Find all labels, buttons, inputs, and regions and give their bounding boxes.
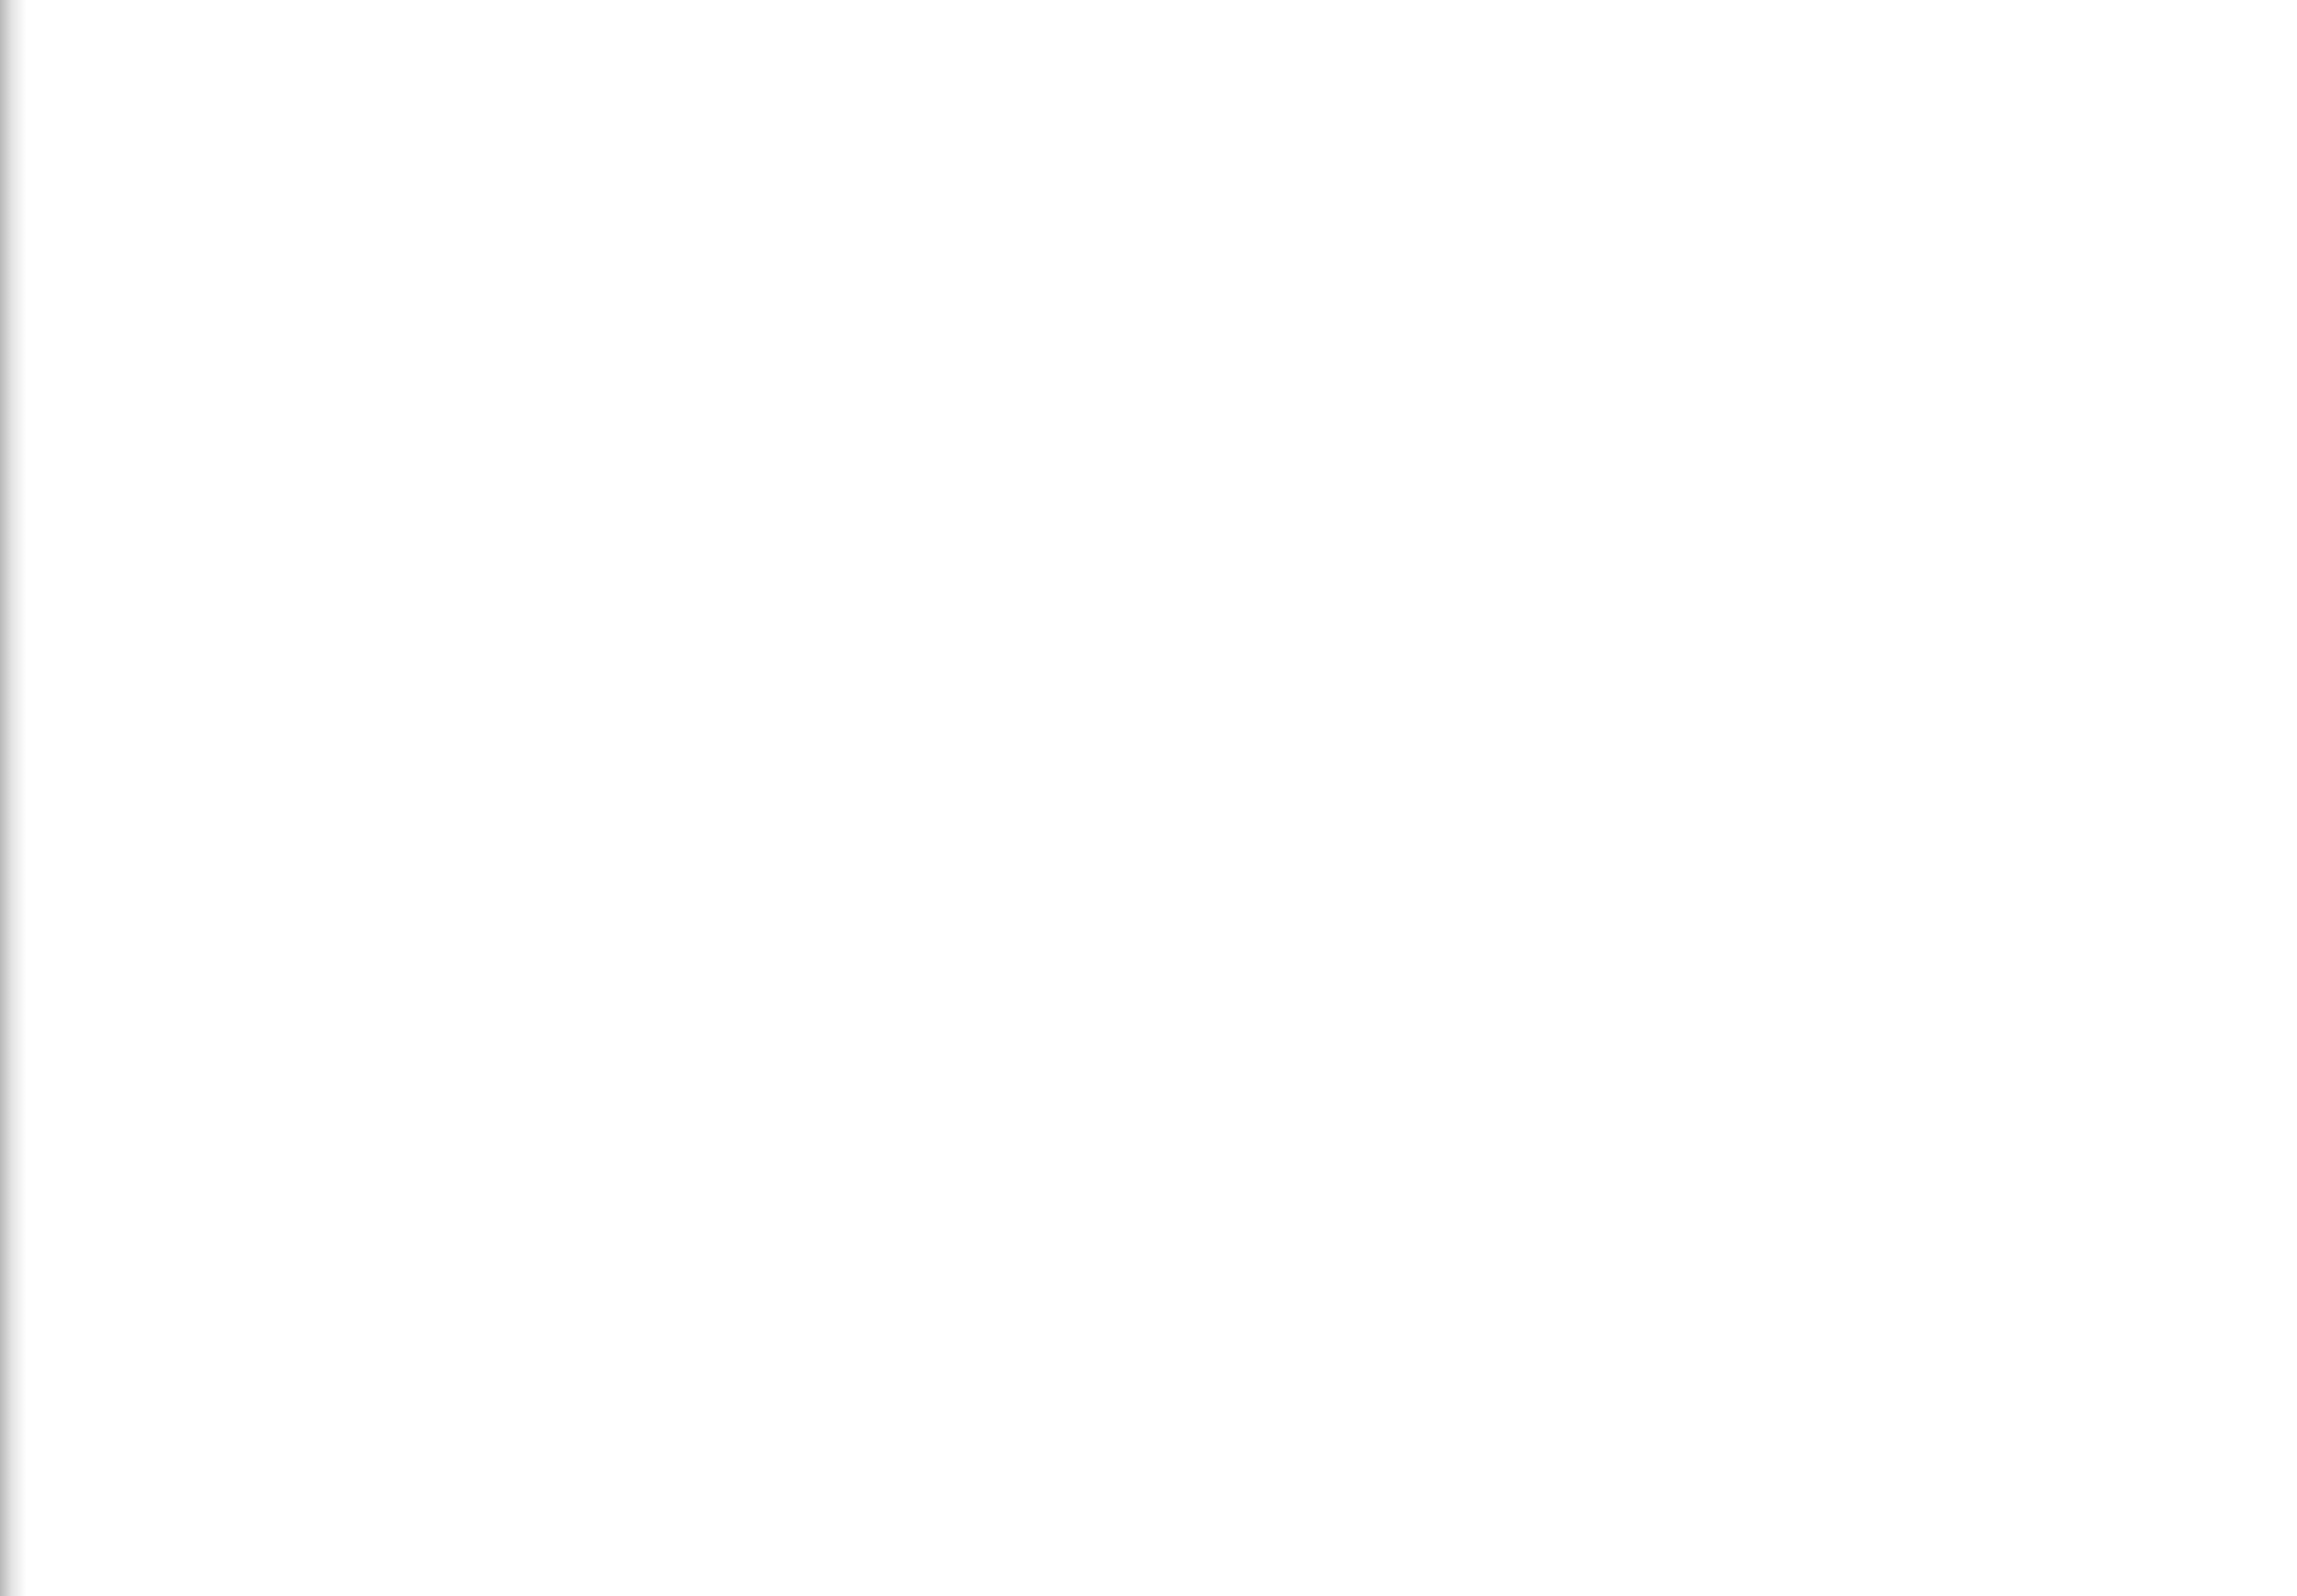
scan-edge — [0, 0, 26, 1596]
top-text-block — [930, 369, 1800, 1556]
bottom-text-block — [198, 310, 890, 1576]
